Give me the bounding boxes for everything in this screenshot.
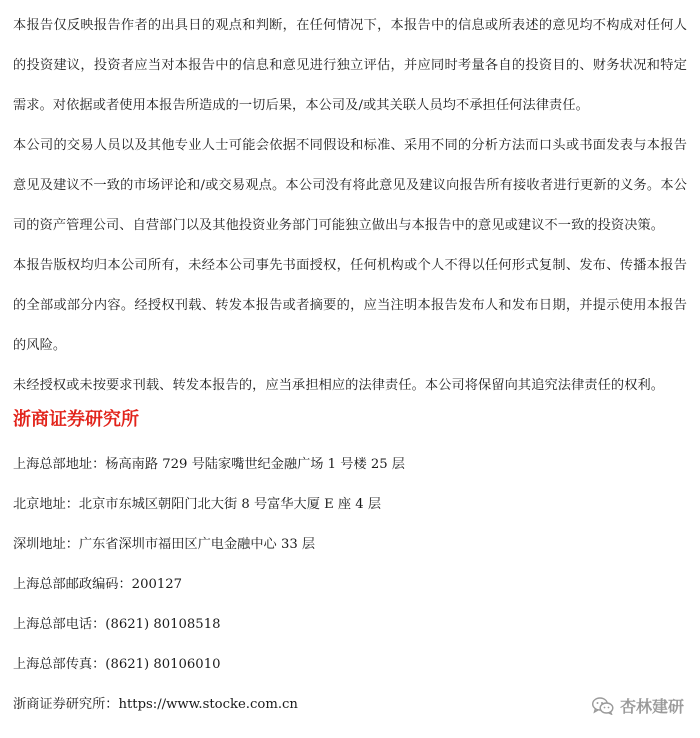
disclaimer-paragraph-3: 本报告版权均归本公司所有，未经本公司事先书面授权，任何机构或个人不得以任何形式复制、发布、传播本报告的全部或部分内容。经授权刊载、转发本报告或者摘要的，应当注明本报告发布人和发布日期，并提示使用本报告的风险。 bbox=[13, 258, 687, 353]
contact-list bbox=[13, 452, 573, 732]
shanghai-phone: 上海总部电话：(8621) 80108518 bbox=[13, 617, 221, 632]
shanghai-fax: 上海总部传真：(8621) 80106010 bbox=[13, 657, 221, 672]
shanghai-hq-address: 上海总部地址：杨高南路 729 号陆家嘴世纪金融广场 1 号楼 25 层 bbox=[13, 457, 405, 472]
wechat-icon bbox=[592, 697, 614, 715]
firm-title: 浙商证券研究所 bbox=[13, 409, 139, 430]
beijing-address: 北京地址：北京市东城区朝阳门北大街 8 号富华大厦 E 座 4 层 bbox=[13, 497, 382, 512]
disclaimer-paragraph-1: 本报告仅反映报告作者的出具日的观点和判断，在任何情况下，本报告中的信息或所表述的意见均不构成对任何人的投资建议，投资者应当对本报告中的信息和意见进行独立评估，并应同时考量各自的投资目的、财务状况和特定需求。对依据或者使用本报告所造成的一切后果，本公司及/或其关联人员均不承担任何法律责任。 bbox=[13, 18, 687, 113]
shenzhen-address: 深圳地址：广东省深圳市福田区广电金融中心 33 层 bbox=[13, 537, 316, 552]
watermark bbox=[592, 694, 684, 717]
disclaimer-section bbox=[13, 6, 687, 410]
disclaimer-paragraph-4: 未经授权或未按要求刊载、转发本报告的，应当承担相应的法律责任。本公司将保留向其追究法律责任的权利。 bbox=[13, 378, 665, 393]
website-link[interactable]: 浙商证券研究所：https://www.stocke.com.cn bbox=[13, 697, 298, 712]
watermark-text: 杏林建研 bbox=[619, 697, 684, 716]
shanghai-postal-code: 上海总部邮政编码：200127 bbox=[13, 577, 183, 592]
disclaimer-paragraph-2: 本公司的交易人员以及其他专业人士可能会依据不同假设和标准、采用不同的分析方法而口头或书面发表与本报告意见及建议不一致的市场评论和/或交易观点。本公司没有将此意见及建议向报告所有接收者进行更新的义务。本公司的资产管理公司、自营部门以及其他投资业务部门可能独立做出与本报告中的意见或建议不一致的投资决策。 bbox=[13, 138, 687, 233]
